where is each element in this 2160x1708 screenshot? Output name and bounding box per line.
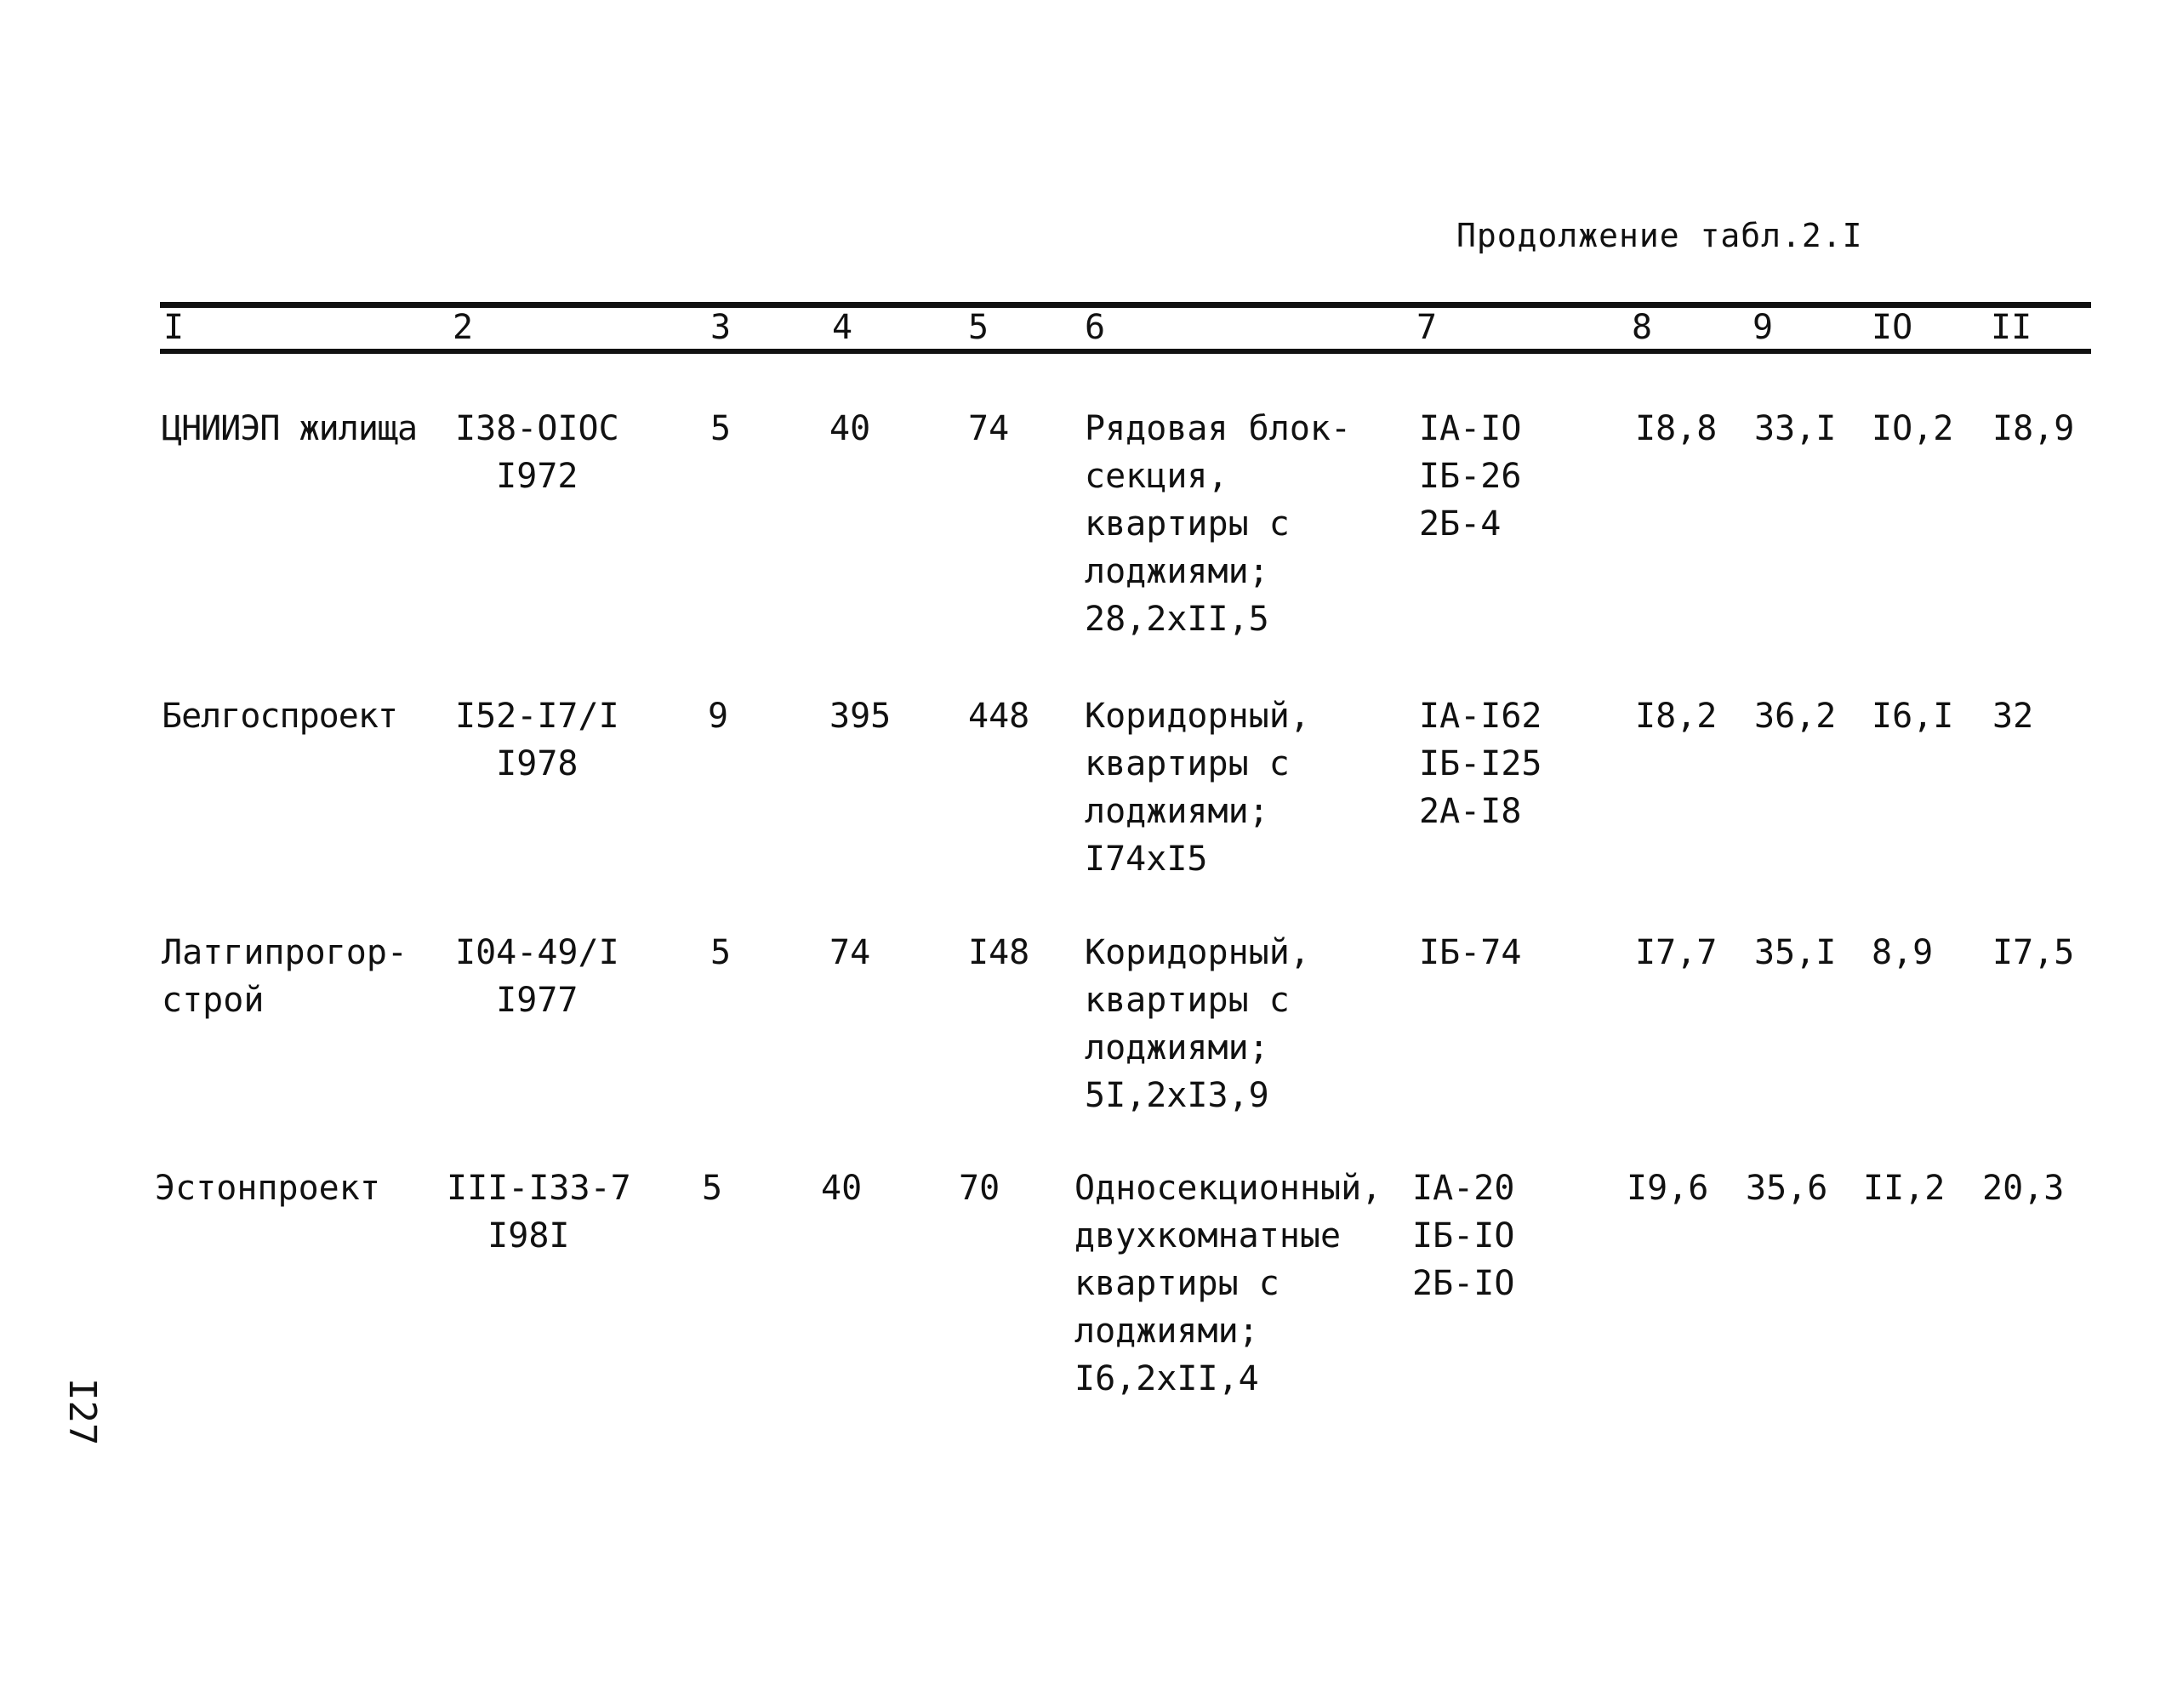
row2-col8: I8,2 bbox=[1635, 697, 1718, 736]
row2-col10: I6,I bbox=[1872, 697, 1954, 736]
row2-col4: 395 bbox=[829, 697, 892, 736]
row1-col10: IO,2 bbox=[1872, 409, 1954, 448]
row1-organization: ЦНИИЭП жилища bbox=[162, 409, 418, 448]
row2-col3: 9 bbox=[708, 697, 729, 736]
row3-col8: I7,7 bbox=[1635, 933, 1718, 972]
row1-col8: I8,8 bbox=[1635, 409, 1718, 448]
row3-col11: I7,5 bbox=[1992, 933, 2075, 972]
row1-project: I38-OIOC I972 bbox=[455, 409, 619, 496]
row1-col11: I8,9 bbox=[1992, 409, 2075, 448]
table-top-rule bbox=[160, 302, 2091, 308]
table-caption: Продолжение табл.2.I bbox=[1456, 217, 1863, 254]
header-col-5: 5 bbox=[968, 308, 989, 347]
row4-col9: 35,6 bbox=[1746, 1169, 1828, 1208]
row3-col10: 8,9 bbox=[1872, 933, 1934, 972]
row1-description: Рядовая блок- секция, квартиры с лоджиями; 28,2хII,5 bbox=[1085, 409, 1352, 639]
header-col-11: II bbox=[1991, 308, 2032, 347]
row1-apartments: IA-IO IБ-26 2Б-4 bbox=[1419, 409, 1522, 544]
row2-col5: 448 bbox=[968, 697, 1030, 736]
header-col-8: 8 bbox=[1632, 308, 1653, 347]
header-col-4: 4 bbox=[832, 308, 853, 347]
row2-project: I52-I7/I I978 bbox=[455, 697, 619, 783]
row4-col10: II,2 bbox=[1863, 1169, 1946, 1208]
row3-col9: 35,I bbox=[1754, 933, 1837, 972]
header-col-2: 2 bbox=[453, 308, 474, 347]
row3-organization: Латгипрогор- строй bbox=[162, 933, 407, 1020]
row4-apartments: IA-20 IБ-IO 2Б-IO bbox=[1412, 1169, 1515, 1303]
page-number: I27 bbox=[60, 1378, 104, 1446]
row3-col4: 74 bbox=[829, 933, 871, 972]
row1-col4: 40 bbox=[829, 409, 871, 448]
row1-col9: 33,I bbox=[1754, 409, 1837, 448]
row3-apartments: IБ-74 bbox=[1419, 933, 1522, 972]
row4-col4: 40 bbox=[821, 1169, 863, 1208]
row2-col9: 36,2 bbox=[1754, 697, 1837, 736]
table-header-rule bbox=[160, 349, 2091, 354]
row4-col8: I9,6 bbox=[1627, 1169, 1709, 1208]
header-col-1: I bbox=[163, 308, 185, 347]
header-col-10: IO bbox=[1872, 308, 1913, 347]
row2-col11: 32 bbox=[1992, 697, 2034, 736]
row3-project: I04-49/I I977 bbox=[455, 933, 619, 1020]
row4-description: Односекционный, двухкомнатные квартиры с лоджиями; I6,2хII,4 bbox=[1074, 1169, 1382, 1398]
row3-description: Коридорный, квартиры с лоджиями; 5I,2хI3,9 bbox=[1085, 933, 1310, 1115]
header-col-3: 3 bbox=[710, 308, 732, 347]
row4-col11: 20,3 bbox=[1982, 1169, 2065, 1208]
header-col-7: 7 bbox=[1416, 308, 1438, 347]
row3-col3: 5 bbox=[710, 933, 732, 972]
row4-col5: 70 bbox=[959, 1169, 1000, 1208]
row2-organization: Белгоспроект bbox=[162, 697, 397, 736]
row3-col5: I48 bbox=[968, 933, 1030, 972]
row1-col3: 5 bbox=[710, 409, 732, 448]
row2-description: Коридорный, квартиры с лоджиями; I74хI5 bbox=[1085, 697, 1310, 879]
row2-apartments: IA-I62 IБ-I25 2A-I8 bbox=[1419, 697, 1542, 831]
row4-col3: 5 bbox=[702, 1169, 723, 1208]
row1-col5: 74 bbox=[968, 409, 1010, 448]
header-col-6: 6 bbox=[1085, 308, 1106, 347]
row4-organization: Эстонпроект bbox=[155, 1169, 380, 1208]
row4-project: III-I33-7 I98I bbox=[447, 1169, 631, 1255]
header-col-9: 9 bbox=[1753, 308, 1774, 347]
